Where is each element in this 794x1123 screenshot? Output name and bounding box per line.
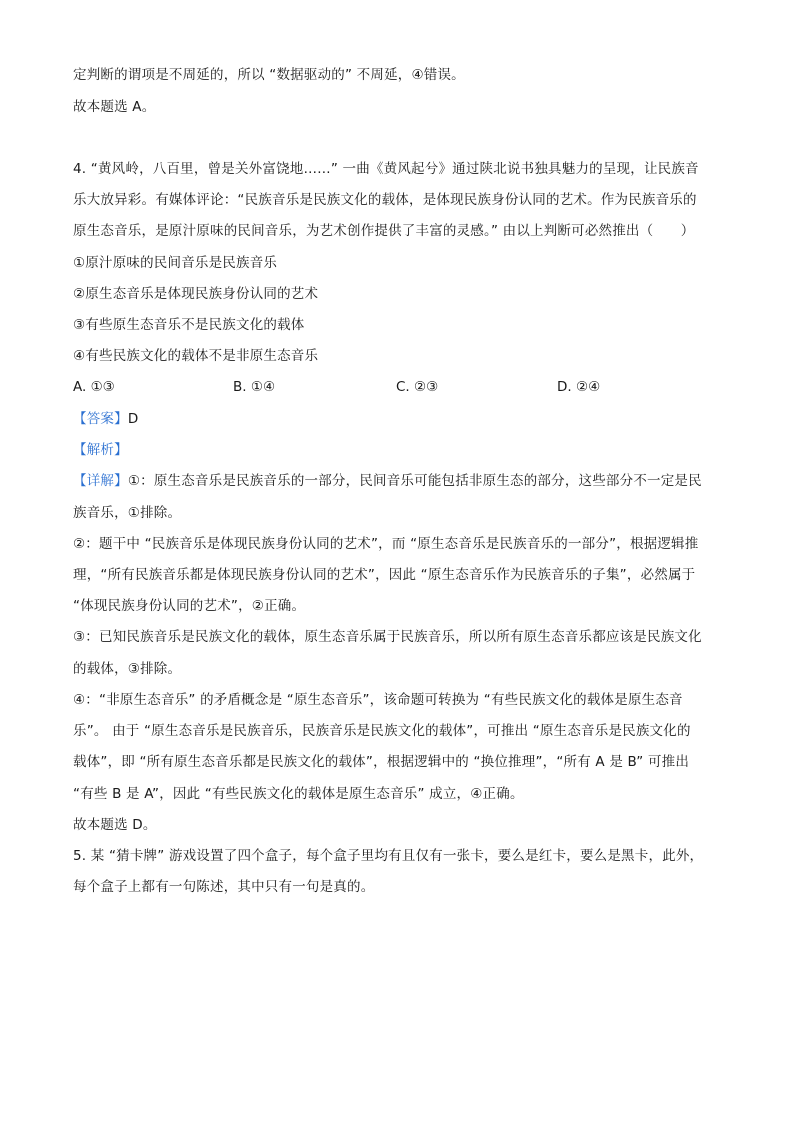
- answer-tag: 【答案】: [73, 411, 128, 427]
- q4-detail-line-4: 理，“所有民族音乐都是体现民族身份认同的艺术”，因此 “原生态音乐作为民族音乐的子集”，必然属于: [73, 567, 696, 583]
- q4-detail-line-5: “体现民族身份认同的艺术”，②正确。: [73, 598, 306, 614]
- answer-value: D: [127, 411, 139, 427]
- q4-detail-line-7: 的载体，③排除。: [73, 661, 182, 677]
- q4-detail-line-11: “有些 B 是 A”，因此 “有些民族文化的载体是原生态音乐” 成立，④正确。: [73, 786, 524, 802]
- q5-stem-line-1: 5. 某 “猜卡牌” 游戏设置了四个盒子，每个盒子里均有且仅有一张卡，要么是红卡，要么是黑卡，此外，: [73, 848, 704, 864]
- q4-stem-line-3: 原生态音乐，是原汁原味的民间音乐，为艺术创作提供了丰富的灵感。” 由以上判断可必然推出（ ）: [73, 223, 695, 239]
- q4-statement-4: ④有些民族文化的载体不是非原生态音乐: [73, 348, 319, 364]
- q4-option-d: D. ②④: [557, 379, 601, 395]
- prev-answer-conclusion: 故本题选 A。: [73, 99, 156, 115]
- detail-text-1: ①：原生态音乐是民族音乐的一部分，民间音乐可能包括非原生态的部分，这些部分不一定是民: [127, 473, 702, 489]
- q4-analysis-heading: [73, 441, 128, 459]
- q4-detail-line-9: 乐”。 由于 “原生态音乐是民族音乐，民族音乐是民族文化的载体”，可推出 “原生态音乐是民族文化的: [73, 723, 691, 739]
- q4-answer: [73, 410, 138, 428]
- q4-statement-3: ③有些原生态音乐不是民族文化的载体: [73, 317, 305, 333]
- analysis-tag: 【解析】: [73, 442, 128, 458]
- q4-detail-line-3: ②：题干中 “民族音乐是体现民族身份认同的艺术”，而 “原生态音乐是民族音乐的一部分”，根据逻辑推: [73, 536, 699, 552]
- q4-option-c: C. ②③: [396, 379, 439, 395]
- q4-detail-line-1: [73, 472, 702, 490]
- q4-statement-2: ②原生态音乐是体现民族身份认同的艺术: [73, 286, 319, 302]
- q4-conclusion: 故本题选 D。: [73, 817, 157, 833]
- q5-stem-line-2: 每个盒子上都有一句陈述，其中只有一句是真的。: [73, 879, 375, 895]
- prev-answer-line-1: 定判断的谓项是不周延的，所以 “数据驱动的” 不周延，④错误。: [73, 67, 465, 83]
- q4-detail-line-8: ④：“非原生态音乐” 的矛盾概念是 “原生态音乐”，该命题可转换为 “有些民族文化的载体是原生态音: [73, 692, 683, 708]
- q4-stem-line-2: 乐大放异彩。有媒体评论：“民族音乐是民族文化的载体，是体现民族身份认同的艺术。作为民族音乐的: [73, 192, 697, 208]
- q4-detail-line-10: 载体”，即 “所有原生态音乐都是民族文化的载体”，根据逻辑中的 “换位推理”，“所有 A 是 B” 可推出: [73, 754, 690, 770]
- detail-tag: 【详解】: [73, 473, 128, 489]
- q4-detail-line-6: ③：已知民族音乐是民族文化的载体，原生态音乐属于民族音乐，所以所有原生态音乐都应该是民族文化: [73, 629, 702, 645]
- q4-option-b: B. ①④: [233, 379, 276, 395]
- q4-option-a: A. ①③: [73, 379, 115, 395]
- q4-detail-line-2: 族音乐，①排除。: [73, 505, 182, 521]
- q4-stem-line-1: 4. “黄风岭，八百里，曾是关外富饶地……” 一曲《黄风起兮》通过陕北说书独具魅力的呈现，让民族音: [73, 161, 699, 177]
- q4-statement-1: ①原汁原味的民间音乐是民族音乐: [73, 255, 278, 271]
